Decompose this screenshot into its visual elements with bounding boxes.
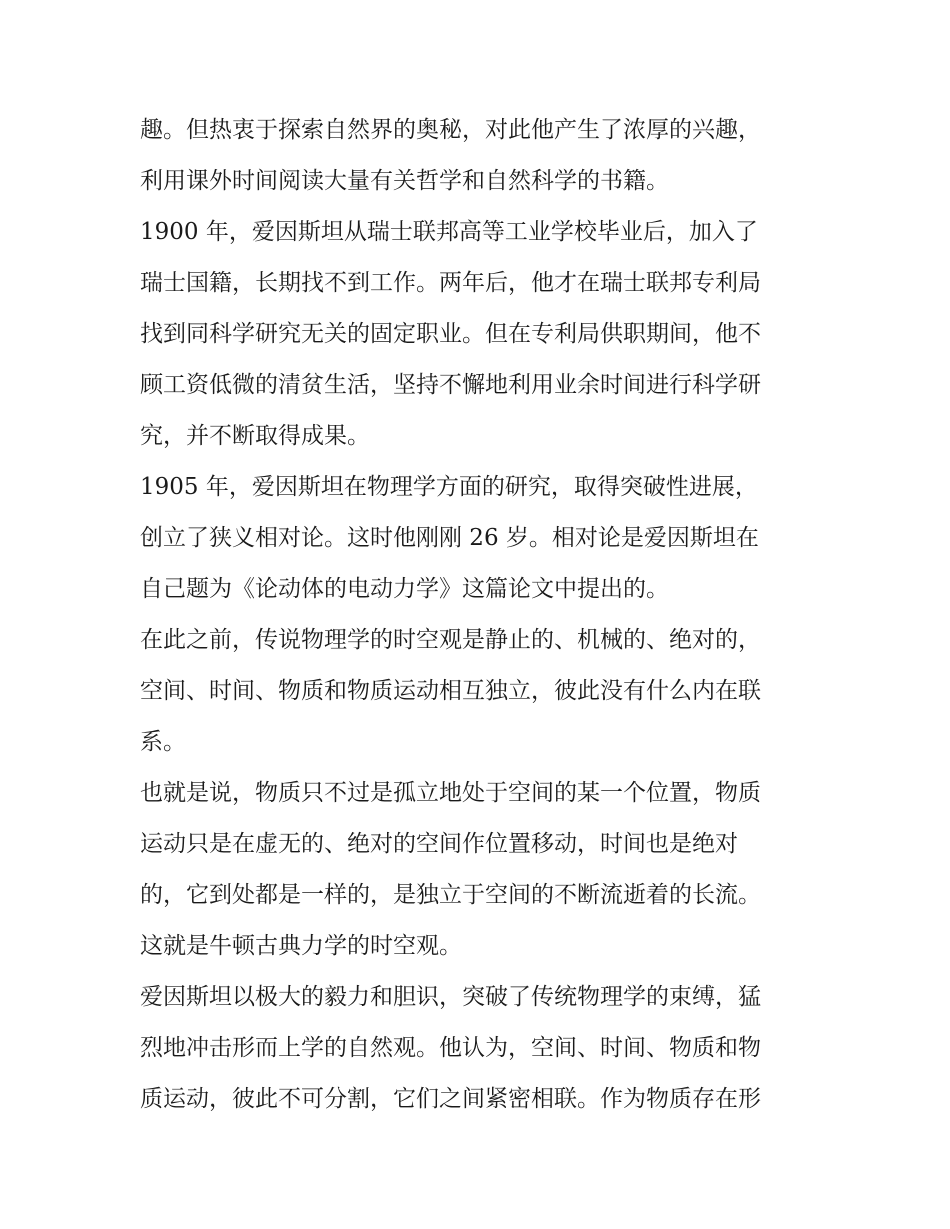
text-line: 瑞士国籍，长期找不到工作。两年后，他才在瑞士联邦专利局 <box>140 270 761 296</box>
text-line: 空间、时间、物质和物质运动相互独立，彼此没有什么内在联 <box>140 678 761 704</box>
text-line: 运动只是在虚无的、绝对的空间作位置移动，时间也是绝对 <box>140 831 738 857</box>
text-line: 找到同科学研究无关的固定职业。但在专利局供职期间，他不 <box>140 321 761 347</box>
text-line: 也就是说，物质只不过是孤立地处于空间的某一个位置，物质 <box>140 780 761 806</box>
text-line: 这就是牛顿古典力学的时空观。 <box>140 933 462 959</box>
text-line: 1905 年，爱因斯坦在物理学方面的研究，取得突破性进展， <box>140 474 758 500</box>
text-line: 烈地冲击形而上学的自然观。他认为，空间、时间、物质和物 <box>140 1035 761 1061</box>
text-line: 爱因斯坦以极大的毅力和胆识，突破了传统物理学的束缚，猛 <box>140 984 761 1010</box>
body-text <box>140 105 820 1125</box>
text-line: 利用课外时间阅读大量有关哲学和自然科学的书籍。 <box>140 168 669 194</box>
text-line: 1900 年，爱因斯坦从瑞士联邦高等工业学校毕业后，加入了 <box>140 219 758 245</box>
text-line: 自己题为《论动体的电动力学》这篇论文中提出的。 <box>140 576 669 602</box>
text-line: 的，它到处都是一样的，是独立于空间的不断流逝着的长流。 <box>140 882 761 908</box>
text-line: 趣。但热衷于探索自然界的奥秘，对此他产生了浓厚的兴趣， <box>140 117 761 143</box>
text-line: 究，并不断取得成果。 <box>140 423 370 449</box>
text-line: 系。 <box>140 729 186 755</box>
text-line: 质运动，彼此不可分割，它们之间紧密相联。作为物质存在形 <box>140 1086 761 1112</box>
text-line: 顾工资低微的清贫生活，坚持不懈地利用业余时间进行科学研 <box>140 372 761 398</box>
text-line: 在此之前，传说物理学的时空观是静止的、机械的、绝对的， <box>140 627 761 653</box>
text-line: 创立了狭义相对论。这时他刚刚 26 岁。相对论是爱因斯坦在 <box>140 525 759 551</box>
